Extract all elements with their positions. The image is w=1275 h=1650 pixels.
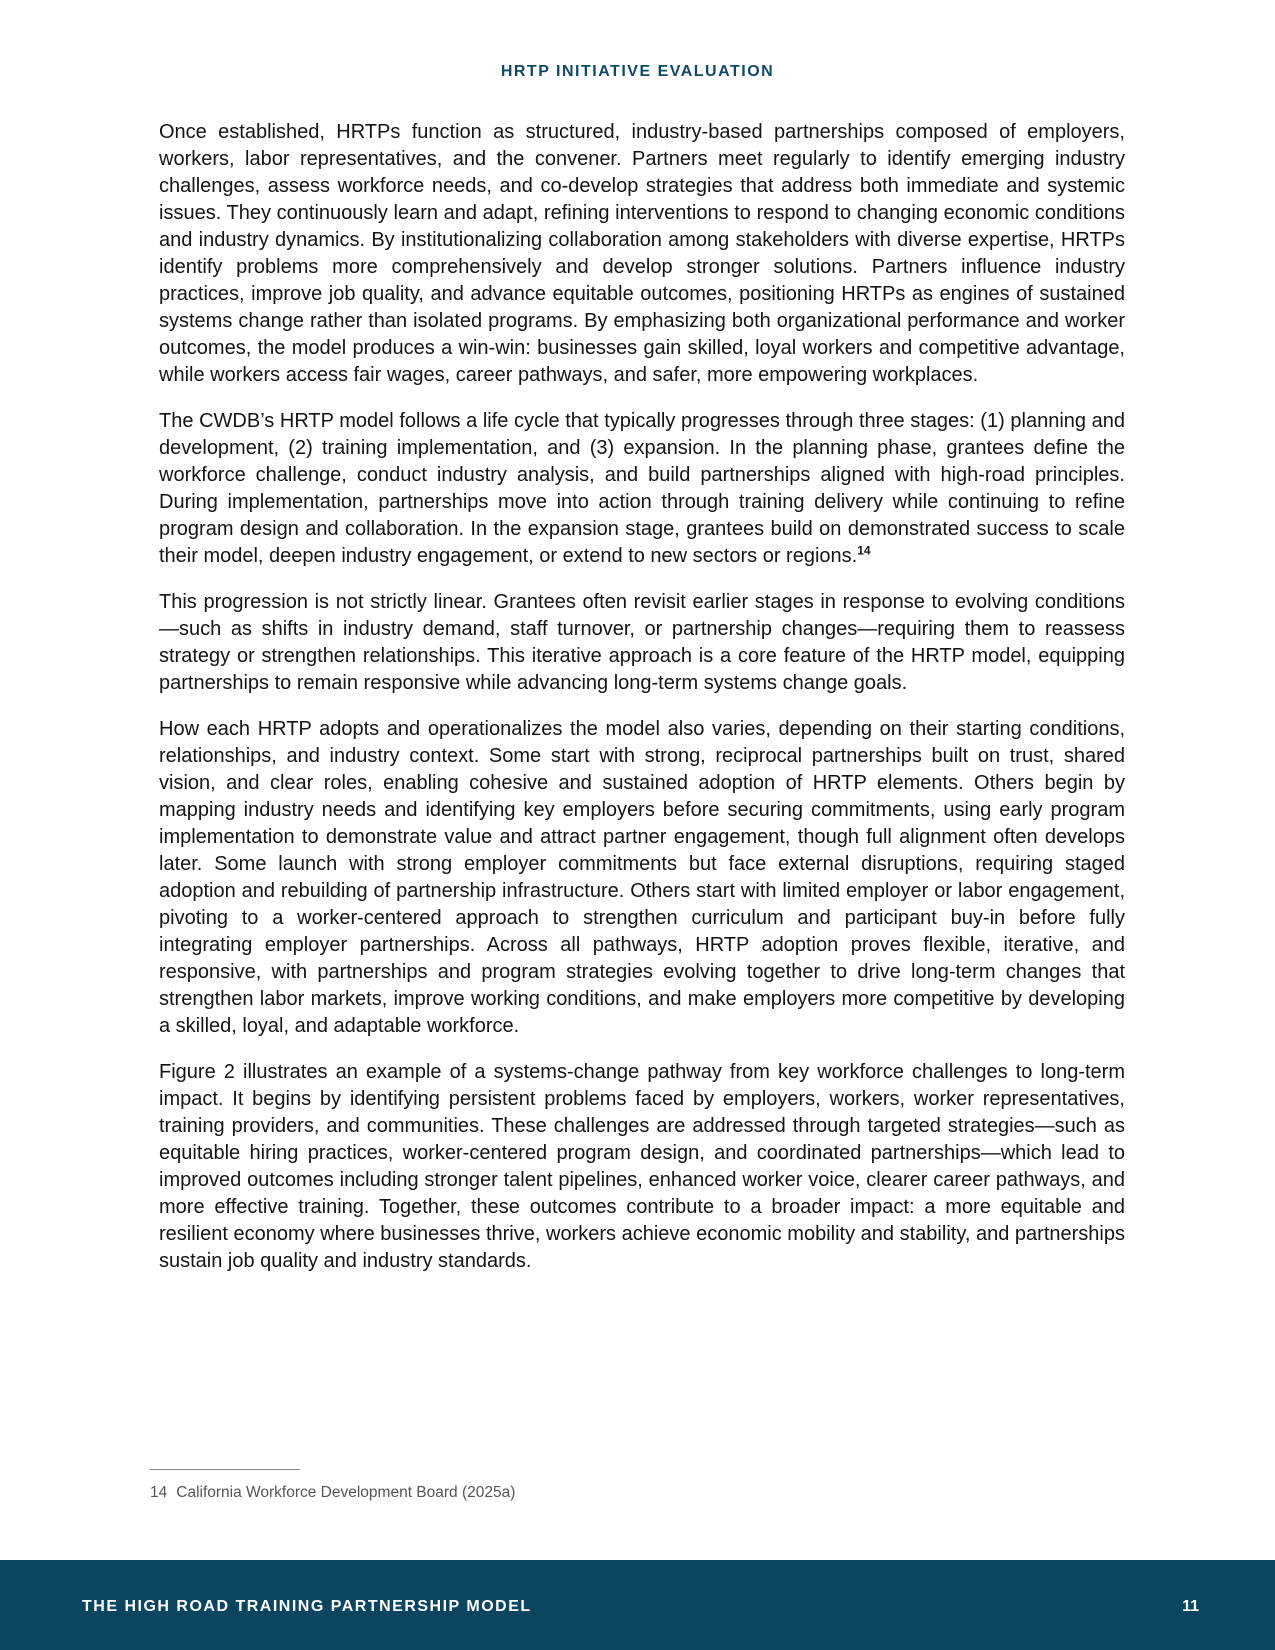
running-header: HRTP INITIATIVE EVALUATION xyxy=(500,63,775,80)
paragraph-progression: This progression is not strictly linear. Grantees often revisit earlier stages in response to evolving conditions—such as shifts in industry demand, staff turnover, or partnership changes—requiring them to reassess strategy or strengthen relationships. This iterative approach is a core feature of the HRTP model, equipping partnerships to remain responsive while advancing long-term systems change goals. xyxy=(159,591,1125,694)
footer-title: THE HIGH ROAD TRAINING PARTNERSHIP MODEL xyxy=(82,1598,532,1615)
footer-band xyxy=(0,1560,1275,1650)
paragraph-partnership-function: Once established, HRTPs function as structured, industry-based partnerships composed of employers, workers, labor representatives, and the convener. Partners meet regularly to identify emerging industry challenges, assess workforce needs, and co-develop strategies that address both immediate and systemic issues. They continuously learn and adapt, refining interventions to respond to changing economic conditions and industry dynamics. By institutionalizing collaboration among stakeholders with diverse expertise, HRTPs identify problems more comprehensively and develop stronger solutions. Partners influence industry practices, improve job quality, and advance equitable outcomes, positioning HRTPs as engines of sustained systems change rather than isolated programs. By emphasizing both organizational performance and worker outcomes, the model produces a win-win: businesses gain skilled, loyal workers and competitive advantage, while workers access fair wages, career pathways, and safer, more empowering workplaces. xyxy=(159,121,1125,386)
footnote xyxy=(150,1484,515,1502)
footnote-reference[interactable]: 14 xyxy=(857,543,871,558)
paragraph-life-cycle-text: The CWDB’s HRTP model follows a life cycle that typically progresses through three stages: (1) planning and development, (2) training implementation, and (3) expansion. In the planning phase, grantees define the workforce challenge, conduct industry analysis, and build partnerships aligned with high-road principles. During implementation, partnerships move into action through training delivery while continuing to refine program design and collaboration. In the expansion stage, grantees build on demonstrated success to scale their model, deepen industry engagement, or extend to new sectors or regions. xyxy=(159,410,1125,567)
paragraph-life-cycle xyxy=(159,408,1125,570)
footnote-divider xyxy=(150,1469,300,1470)
paragraph-figure-2: Figure 2 illustrates an example of a systems-change pathway from key workforce challenges to long-term impact. It begins by identifying persistent problems faced by employers, workers, worker representatives, training providers, and communities. These challenges are addressed through targeted strategies—such as equitable hiring practices, worker-centered program design, and coordinated partnerships—which lead to improved outcomes including stronger talent pipelines, enhanced worker voice, clearer career pathways, and more effective training. Together, these outcomes contribute to a broader impact: a more equitable and resilient economy where businesses thrive, workers achieve economic mobility and stability, and partnerships sustain job quality and industry standards. xyxy=(159,1061,1125,1272)
footnote-text: California Workforce Development Board (2025a) xyxy=(176,1484,516,1501)
body-text xyxy=(159,119,1125,1294)
page-number: 11 xyxy=(1182,1598,1199,1615)
footnote-number: 14 xyxy=(150,1484,168,1501)
paragraph-adoption: How each HRTP adopts and operationalizes the model also varies, depending on their starting conditions, relationships, and industry context. Some start with strong, reciprocal partnerships built on trust, shared vision, and clear roles, enabling cohesive and sustained adoption of HRTP elements. Others begin by mapping industry needs and identifying key employers before securing commitments, using early program implementation to demonstrate value and attract partner engagement, though full alignment often develops later. Some launch with strong employer commitments but face external disruptions, requiring staged adoption and rebuilding of partnership infrastructure. Others start with limited employer or labor engagement, pivoting to a worker-centered approach to strengthen curriculum and participant buy-in before fully integrating employer partnerships. Across all pathways, HRTP adoption proves flexible, iterative, and responsive, with partnerships and program strategies evolving together to drive long-term changes that strengthen labor markets, improve working conditions, and make employers more competitive by developing a skilled, loyal, and adaptable workforce. xyxy=(159,718,1125,1037)
